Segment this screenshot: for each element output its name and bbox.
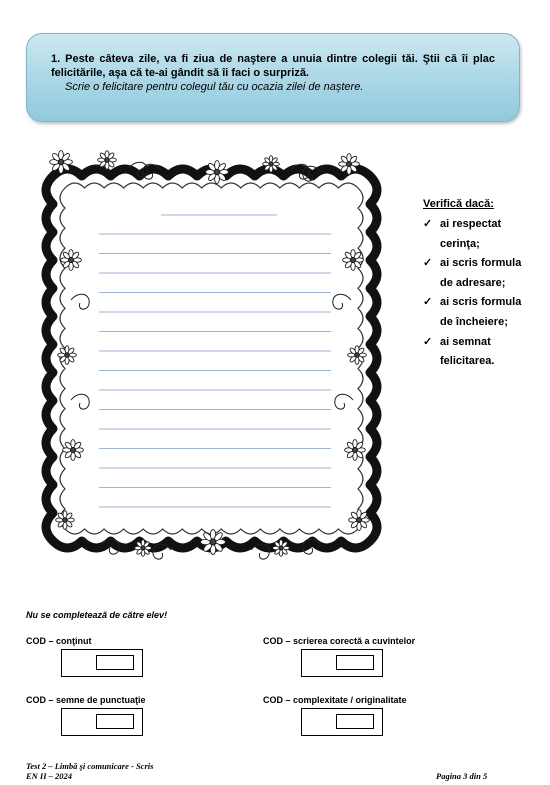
checklist-item-text: ai scris formula de adresare;: [440, 257, 522, 289]
cod-label-spelling: COD – scrierea corectă a cuvintelor: [263, 636, 416, 646]
task-statement: 1. Peste câteva zile, va fi ziua de naştere a unuia dintre colegii tăi. Ştii că îi plac felicitările, aşa că te-ai gândit să îi faci o surpriză.: [51, 53, 495, 79]
task-box: [26, 33, 520, 122]
flower-icon: [263, 156, 280, 173]
flower-icon: [345, 440, 366, 461]
check-icon: ✓: [423, 257, 433, 270]
cod-input-complexity[interactable]: [336, 714, 374, 729]
footer-left: [26, 761, 153, 781]
flower-icon: [61, 250, 82, 271]
check-icon: ✓: [423, 296, 433, 309]
flower-icon: [343, 250, 364, 271]
checklist-item: [423, 333, 533, 372]
grading-note: Nu se completează de către elev!: [26, 610, 168, 620]
flower-icon: [201, 530, 226, 555]
cod-input-spelling[interactable]: [336, 655, 374, 670]
check-icon: ✓: [423, 335, 433, 348]
checklist-item: [423, 215, 533, 254]
cod-input-punctuation[interactable]: [96, 714, 134, 729]
cod-box-spelling: [301, 649, 383, 677]
cod-label-complexity: COD – complexitate / originalitate: [263, 695, 407, 705]
greeting-card-frame: [31, 150, 392, 567]
checklist-item-text: ai semnat felicitarea.: [440, 335, 495, 368]
flower-icon: [206, 161, 229, 184]
check-icon: ✓: [423, 218, 433, 230]
footer-exam-year: EN II – 2024: [26, 771, 73, 781]
footer-test-name: Test 2 – Limbă şi comunicare - Scris: [26, 761, 154, 771]
checklist-item-text: ai scris formula de încheiere;: [440, 296, 522, 328]
flower-icon: [339, 154, 360, 175]
floral-border-illustration: [31, 150, 392, 567]
cod-box-punctuation: [61, 708, 143, 736]
flower-icon: [273, 540, 290, 557]
footer-page-number: Pagina 3 din 5: [436, 771, 488, 781]
flower-icon: [56, 511, 75, 530]
card-background: [31, 150, 392, 567]
checklist-item: [423, 293, 533, 332]
flower-icon: [50, 151, 73, 174]
flower-icon: [348, 346, 367, 365]
flower-icon: [63, 440, 84, 461]
flower-icon: [98, 151, 117, 170]
checklist-title: Verifică dacă:: [423, 198, 494, 210]
cod-label-punctuation: COD – semne de punctuaţie: [26, 695, 146, 705]
cod-box-complexity: [301, 708, 383, 736]
checklist-items: [423, 215, 533, 372]
task-instruction: Scrie o felicitare pentru colegul tău cu ocazia zilei de naștere.: [65, 81, 364, 93]
cod-label-content: COD – conţinut: [26, 636, 92, 646]
checklist: [423, 198, 533, 372]
checklist-item: [423, 254, 533, 293]
cod-input-content[interactable]: [96, 655, 134, 670]
flower-icon: [349, 510, 370, 531]
flower-icon: [58, 346, 77, 365]
checklist-item-text: ai respectat cerinţa;: [440, 218, 502, 250]
flower-icon: [135, 540, 152, 557]
cod-box-content: [61, 649, 143, 677]
